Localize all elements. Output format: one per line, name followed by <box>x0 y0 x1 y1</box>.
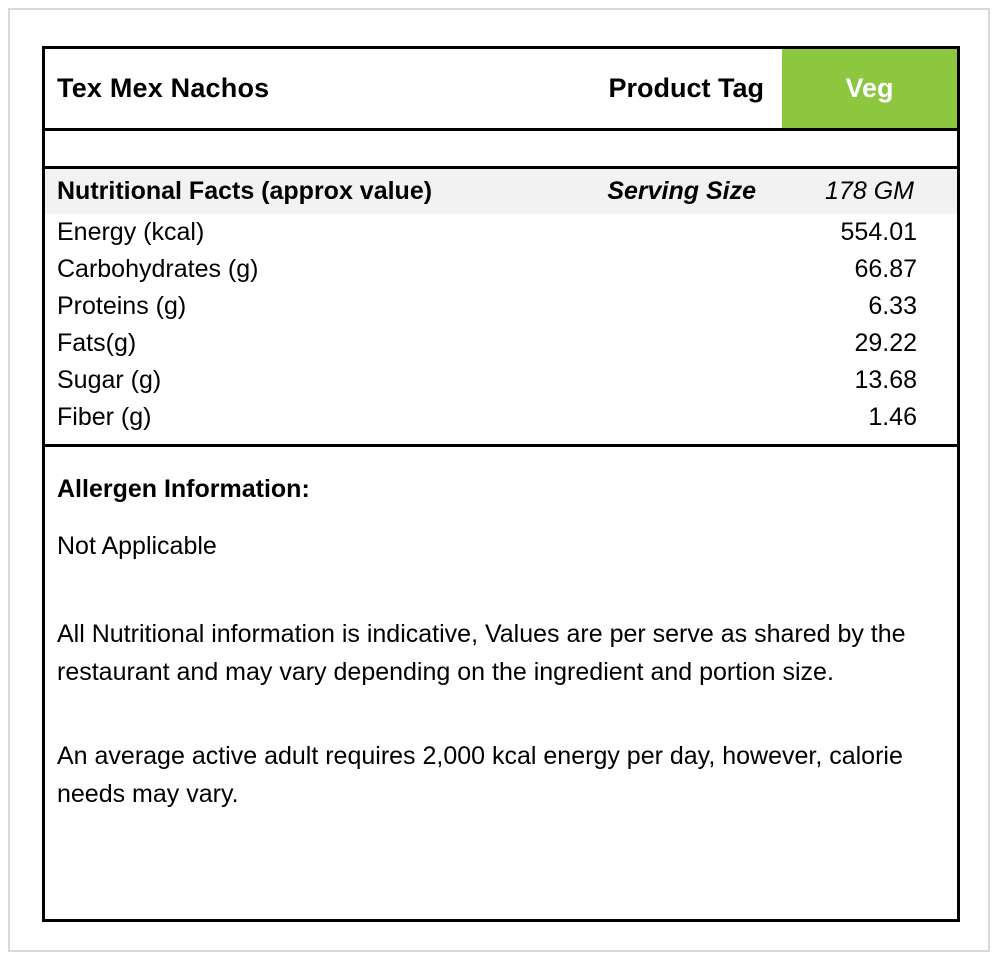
disclaimer-note-calories: An average active adult requires 2,000 kcal energy per day, however, calorie needs may vary. <box>57 742 903 808</box>
header-divider-strip <box>45 131 957 169</box>
allergen-title: Allergen Information: <box>57 475 310 503</box>
page-frame <box>8 8 990 952</box>
nutrient-value: 13.68 <box>854 366 917 394</box>
table-row <box>45 399 957 436</box>
nutrient-name: Fats(g) <box>57 329 137 357</box>
nutrition-label-card <box>42 46 960 922</box>
header-row <box>45 49 957 131</box>
nutrient-name: Sugar (g) <box>57 366 162 394</box>
nutrient-value: 6.33 <box>868 292 917 320</box>
table-row <box>45 288 957 325</box>
nutrient-name: Fiber (g) <box>57 403 152 431</box>
nutrient-name: Energy (kcal) <box>57 218 205 246</box>
allergen-value: Not Applicable <box>57 532 217 560</box>
nutrient-name: Proteins (g) <box>57 292 187 320</box>
table-row <box>45 325 957 362</box>
nutrition-facts-title: Nutritional Facts (approx value) <box>57 177 433 205</box>
disclaimer-note-nutrition: All Nutritional information is indicative, Values are per serve as shared by the restaurant and may vary depending on the ingredient and portion size. <box>57 620 906 686</box>
serving-size-label: Serving Size <box>607 177 756 205</box>
product-tag-label: Product Tag <box>608 73 764 103</box>
nutrition-facts-table <box>45 214 957 447</box>
nutrient-value: 554.01 <box>840 218 917 246</box>
nutrient-value: 66.87 <box>854 255 917 283</box>
product-name: Tex Mex Nachos <box>57 73 270 103</box>
table-row <box>45 362 957 399</box>
nutrient-value: 1.46 <box>868 403 917 431</box>
table-row <box>45 251 957 288</box>
nutrient-value: 29.22 <box>854 329 917 357</box>
allergen-section <box>45 447 957 813</box>
product-tag-badge: Veg <box>782 49 957 128</box>
table-row <box>45 214 957 251</box>
nutrition-facts-header <box>45 169 957 214</box>
nutrient-name: Carbohydrates (g) <box>57 255 259 283</box>
serving-size-value: 178 GM <box>825 177 914 205</box>
